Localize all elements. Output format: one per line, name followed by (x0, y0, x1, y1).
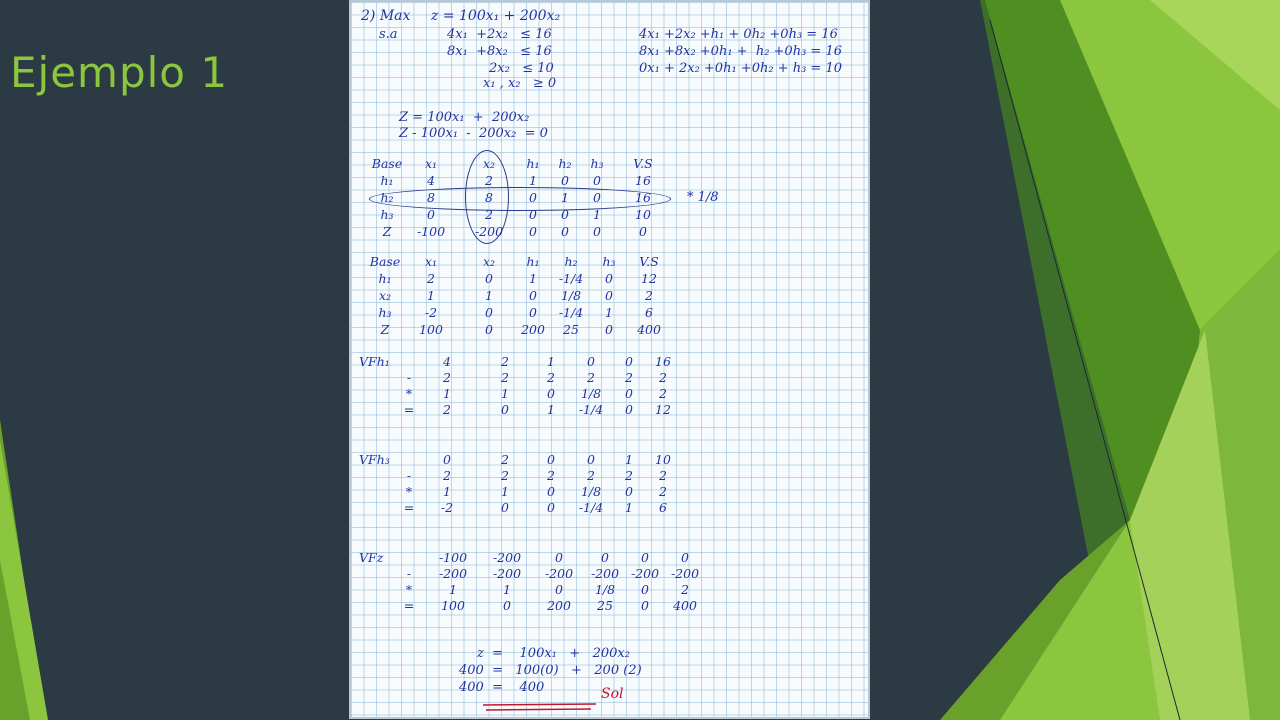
header-cell: h₂ (564, 254, 578, 269)
table-cell: 16 (655, 354, 671, 369)
row-operation-z (359, 550, 739, 620)
table-cell: 0 (529, 207, 537, 222)
constraint-4: x₁ , x₂ ≥ 0 (483, 76, 557, 91)
red-underline (481, 702, 601, 714)
verification-3: 400 = 400 (459, 680, 545, 695)
table-cell: 0 (605, 271, 613, 286)
table-cell: 16 (635, 173, 651, 188)
table-cell: 10 (655, 452, 671, 467)
table-cell: 2 (443, 468, 451, 483)
table-cell: -100 (416, 224, 446, 239)
header-cell: V.S (639, 254, 659, 269)
row-operation-h3 (359, 452, 719, 522)
table-cell: 2 (659, 386, 667, 401)
handwritten-solution-image (349, 0, 870, 719)
constraint-1: 4x₁ +2x₂ ≤ 16 (447, 27, 552, 42)
table-cell: 0 (639, 224, 647, 239)
table-cell: 16 (635, 190, 651, 205)
header-cell: h₁ (526, 156, 540, 171)
table-cell: -200 (438, 566, 468, 581)
solution-label: Sol (601, 686, 624, 702)
header-cell: x₂ (482, 156, 496, 171)
table-cell: 0 (625, 402, 633, 417)
table-cell: 2 (625, 468, 633, 483)
table-cell: - (406, 566, 412, 581)
table-cell: 8 (427, 190, 435, 205)
table-cell: 2 (443, 370, 451, 385)
table-cell: 0 (427, 207, 435, 222)
table-cell: 2 (443, 402, 451, 417)
operation-label: VFh₃ (359, 452, 390, 467)
table-cell: 200 (547, 598, 571, 613)
subject-to-label: s.a (379, 27, 398, 42)
table-cell: 1 (593, 207, 601, 222)
table-cell: -2 (424, 305, 438, 320)
table-cell: 1/8 (594, 582, 616, 597)
verification-2: 400 = 100(0) + 200 (2) (459, 663, 642, 678)
table-cell: -200 (492, 566, 522, 581)
table-cell: 1/8 (580, 484, 602, 499)
table-cell: -200 (630, 566, 660, 581)
table-cell: h₁ (378, 271, 392, 286)
standard-form-1: 4x₁ +2x₂ +h₁ + 0h₂ +0h₃ = 16 (639, 27, 838, 42)
table-cell: 2 (547, 468, 555, 483)
table-cell: 1 (485, 288, 493, 303)
table-cell: 2 (501, 452, 509, 467)
table-cell: 0 (625, 354, 633, 369)
table-cell: 0 (547, 452, 555, 467)
verification-1: z = 100x₁ + 200x₂ (477, 646, 630, 661)
table-cell: 0 (593, 224, 601, 239)
header-cell: h₁ (526, 254, 540, 269)
table-cell: 12 (655, 402, 671, 417)
header-cell: Base (371, 156, 403, 171)
table-cell: 0 (529, 190, 537, 205)
table-cell: 0 (681, 550, 689, 565)
table-cell: 0 (485, 322, 493, 337)
table-cell: 100 (441, 598, 465, 613)
table-cell: 6 (645, 305, 653, 320)
table-cell: 0 (561, 224, 569, 239)
table-cell: 0 (561, 173, 569, 188)
table-cell: 0 (529, 305, 537, 320)
table-cell: h₃ (380, 207, 394, 222)
table-cell: - (406, 370, 412, 385)
table-cell: -100 (438, 550, 468, 565)
table-cell: * (405, 582, 413, 597)
table-cell: -200 (544, 566, 574, 581)
table-cell: -1/4 (558, 271, 584, 286)
table-cell: 1 (427, 288, 435, 303)
table-cell: 1 (547, 402, 555, 417)
pivot-note: * 1/8 (687, 190, 719, 205)
table-cell: 1 (449, 582, 457, 597)
table-cell: 4 (427, 173, 435, 188)
table-cell: 0 (529, 224, 537, 239)
table-cell: 0 (605, 288, 613, 303)
table-cell: 1 (547, 354, 555, 369)
table-cell: 400 (673, 598, 697, 613)
table-cell: 2 (659, 468, 667, 483)
table-cell: Z (380, 322, 390, 337)
table-cell: 0 (555, 582, 563, 597)
table-cell: 2 (501, 354, 509, 369)
constraint-3: 2x₂ ≤ 10 (489, 61, 554, 76)
operation-label: VFz (359, 550, 384, 565)
table-cell: 4 (443, 354, 451, 369)
table-cell: 1 (561, 190, 569, 205)
pivot-row-circle (369, 187, 671, 211)
table-cell: 2 (659, 370, 667, 385)
table-cell: x₂ (378, 288, 392, 303)
table-cell: 0 (641, 598, 649, 613)
table-cell: = (403, 402, 415, 417)
table-cell: 2 (501, 370, 509, 385)
table-cell: 0 (501, 500, 509, 515)
table-cell: 2 (625, 370, 633, 385)
table-cell: 1 (443, 484, 451, 499)
header-cell: h₂ (558, 156, 572, 171)
header-cell: Base (369, 254, 401, 269)
table-cell: -200 (590, 566, 620, 581)
table-cell: 0 (641, 550, 649, 565)
table-cell: 0 (587, 452, 595, 467)
table-cell: 1/8 (580, 386, 602, 401)
table-cell: 0 (593, 190, 601, 205)
table-cell: 0 (587, 354, 595, 369)
header-cell: V.S (633, 156, 653, 171)
table-cell: 12 (641, 271, 657, 286)
table-cell: 0 (601, 550, 609, 565)
objective-rewrite-2: Z - 100x₁ - 200x₂ = 0 (399, 126, 548, 141)
table-cell: 1 (529, 271, 537, 286)
table-cell: 0 (555, 550, 563, 565)
table-cell: 1 (501, 386, 509, 401)
problem-label: 2) Max (361, 8, 411, 24)
table-cell: 1 (501, 484, 509, 499)
table-cell: 25 (597, 598, 613, 613)
table-cell: 2 (587, 370, 595, 385)
table-cell: 0 (547, 386, 555, 401)
table-cell: Z (382, 224, 392, 239)
table-cell: 0 (485, 271, 493, 286)
table-cell: 0 (605, 322, 613, 337)
row-operation-h1 (359, 354, 719, 424)
table-cell: 0 (501, 402, 509, 417)
table-cell: 2 (587, 468, 595, 483)
table-cell: 6 (659, 500, 667, 515)
table-cell: 2 (501, 468, 509, 483)
table-cell: -1/4 (578, 500, 604, 515)
table-cell: 0 (547, 484, 555, 499)
table-cell: 0 (503, 598, 511, 613)
standard-form-2: 8x₁ +8x₂ +0h₁ + h₂ +0h₃ = 16 (639, 44, 842, 59)
table-cell: 2 (485, 207, 493, 222)
header-cell: h₃ (590, 156, 604, 171)
header-cell: h₃ (602, 254, 616, 269)
table-cell: 1 (625, 500, 633, 515)
table-cell: 2 (485, 173, 493, 188)
table-cell: * (405, 484, 413, 499)
table-cell: 400 (637, 322, 661, 337)
table-cell: -200 (492, 550, 522, 565)
table-cell: -1/4 (578, 402, 604, 417)
table-cell: 0 (561, 207, 569, 222)
header-cell: x₁ (424, 254, 438, 269)
table-cell: - (406, 468, 412, 483)
table-cell: 1 (529, 173, 537, 188)
table-cell: h₃ (378, 305, 392, 320)
table-cell: 1 (625, 452, 633, 467)
slide-title: Ejemplo 1 (10, 48, 229, 97)
table-cell: 0 (593, 173, 601, 188)
table-cell: 2 (659, 484, 667, 499)
table-cell: -200 (670, 566, 700, 581)
table-cell: 1/8 (560, 288, 582, 303)
table-cell: 0 (625, 484, 633, 499)
table-cell: -2 (440, 500, 454, 515)
table-cell: 0 (485, 305, 493, 320)
table-cell: 0 (547, 500, 555, 515)
table-cell: -1/4 (558, 305, 584, 320)
table-cell: = (403, 500, 415, 515)
table-cell: h₁ (380, 173, 394, 188)
objective-rewrite-1: Z = 100x₁ + 200x₂ (399, 110, 530, 125)
table-cell: 25 (563, 322, 579, 337)
table-cell: 10 (635, 207, 651, 222)
table-cell: -200 (474, 224, 504, 239)
table-cell: = (403, 598, 415, 613)
table-cell: 0 (625, 386, 633, 401)
constraint-2: 8x₁ +8x₂ ≤ 16 (447, 44, 552, 59)
table-cell: 2 (427, 271, 435, 286)
table-cell: 8 (485, 190, 493, 205)
table-cell: 2 (645, 288, 653, 303)
table-cell: 100 (419, 322, 443, 337)
table-cell: 2 (547, 370, 555, 385)
table-cell: 1 (443, 386, 451, 401)
table-cell: 0 (641, 582, 649, 597)
objective-function: z = 100x₁ + 200x₂ (431, 8, 561, 24)
table-cell: h₂ (380, 190, 394, 205)
header-cell: x₁ (424, 156, 438, 171)
table-cell: 1 (605, 305, 613, 320)
header-cell: x₂ (482, 254, 496, 269)
table-cell: 200 (521, 322, 545, 337)
standard-form-3: 0x₁ + 2x₂ +0h₁ +0h₂ + h₃ = 10 (639, 61, 842, 76)
tableau-2 (365, 254, 695, 338)
table-cell: 0 (529, 288, 537, 303)
table-cell: 1 (503, 582, 511, 597)
table-cell: * (405, 386, 413, 401)
operation-label: VFh₁ (359, 354, 390, 369)
table-cell: 2 (681, 582, 689, 597)
table-cell: 0 (443, 452, 451, 467)
